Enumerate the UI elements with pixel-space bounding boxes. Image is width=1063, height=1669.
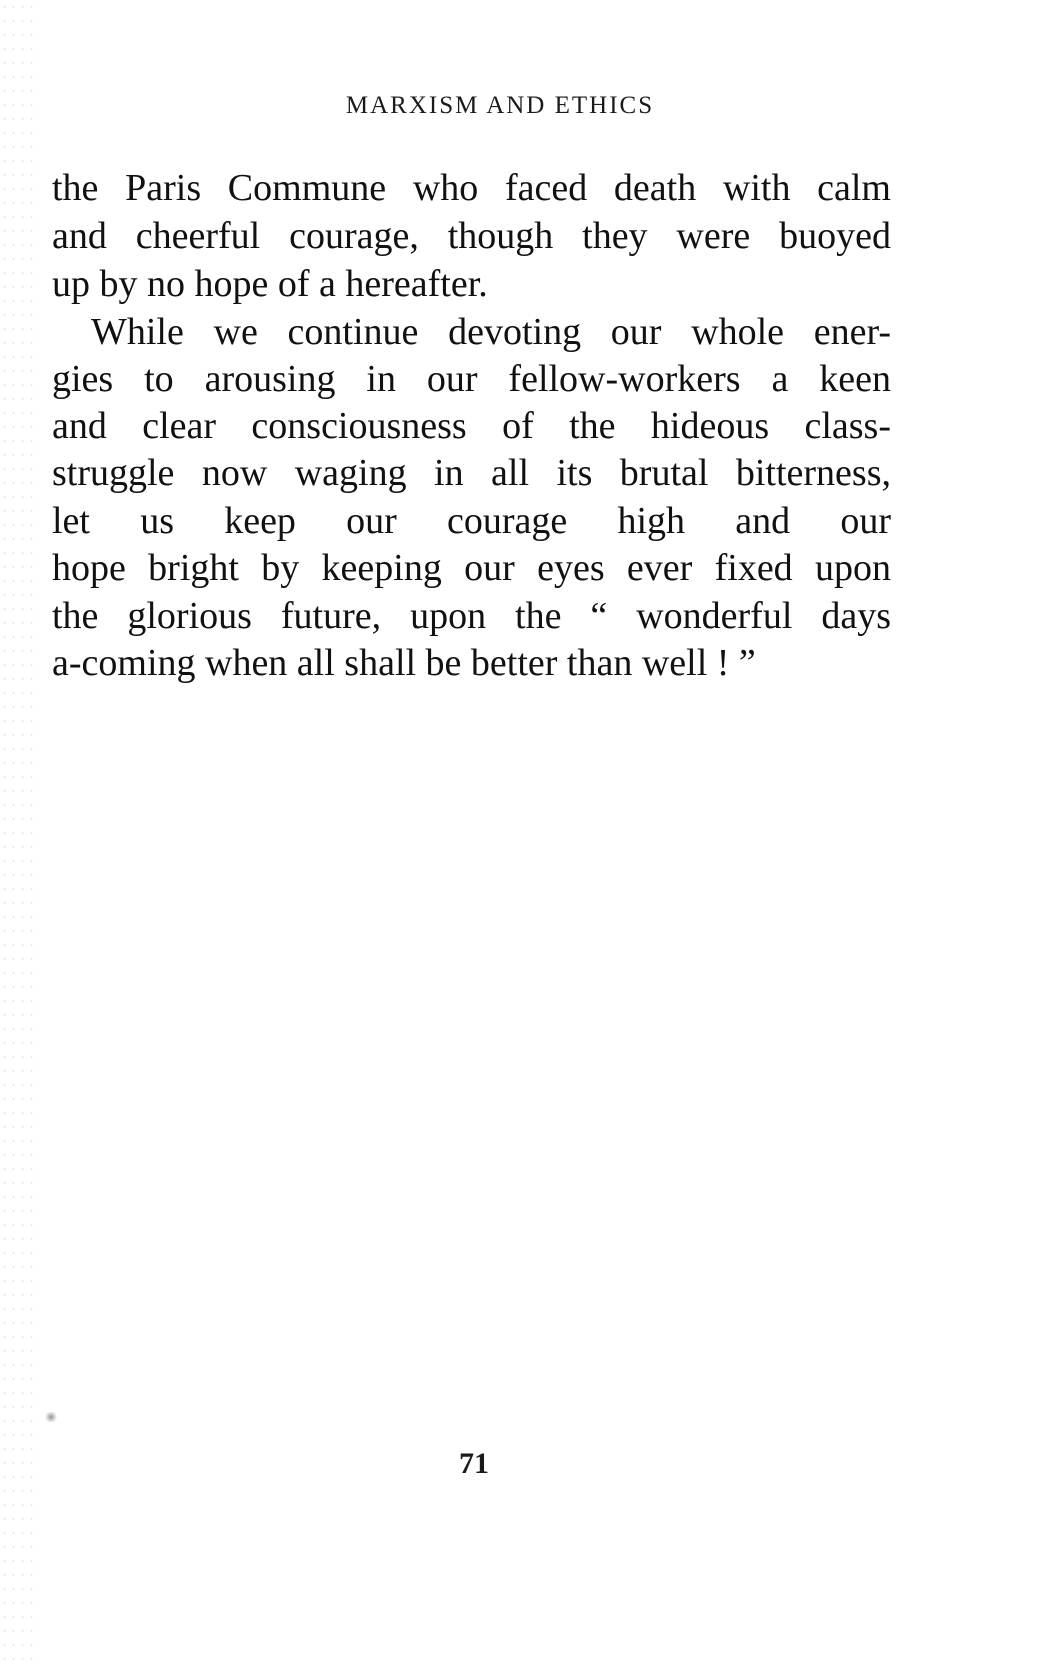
- text-line: hope bright by keeping our eyes ever fixed upon: [52, 547, 891, 589]
- text-line: a-coming when all shall be better than well ! ”: [52, 642, 756, 684]
- text-line: and cheerful courage, though they were buoyed: [52, 215, 891, 257]
- page-edge-speckle: [0, 0, 34, 1669]
- text-line: While we continue devoting our whole ener-: [91, 311, 891, 353]
- text-line: up by no hope of a hereafter.: [52, 263, 488, 305]
- text-line: the Paris Commune who faced death with calm: [52, 167, 891, 209]
- page-number: 71: [459, 1447, 489, 1480]
- text-line: gies to arousing in our fellow-workers a keen: [52, 358, 891, 400]
- text-line: let us keep our courage high and our: [52, 500, 891, 542]
- text-line: and clear consciousness of the hideous class-: [52, 405, 891, 447]
- text-line: struggle now waging in all its brutal bitterness,: [52, 452, 891, 494]
- running-head: MARXISM AND ETHICS: [345, 92, 655, 119]
- text-line: the glorious future, upon the “ wonderful days: [52, 595, 891, 637]
- ink-smudge: [44, 1412, 58, 1422]
